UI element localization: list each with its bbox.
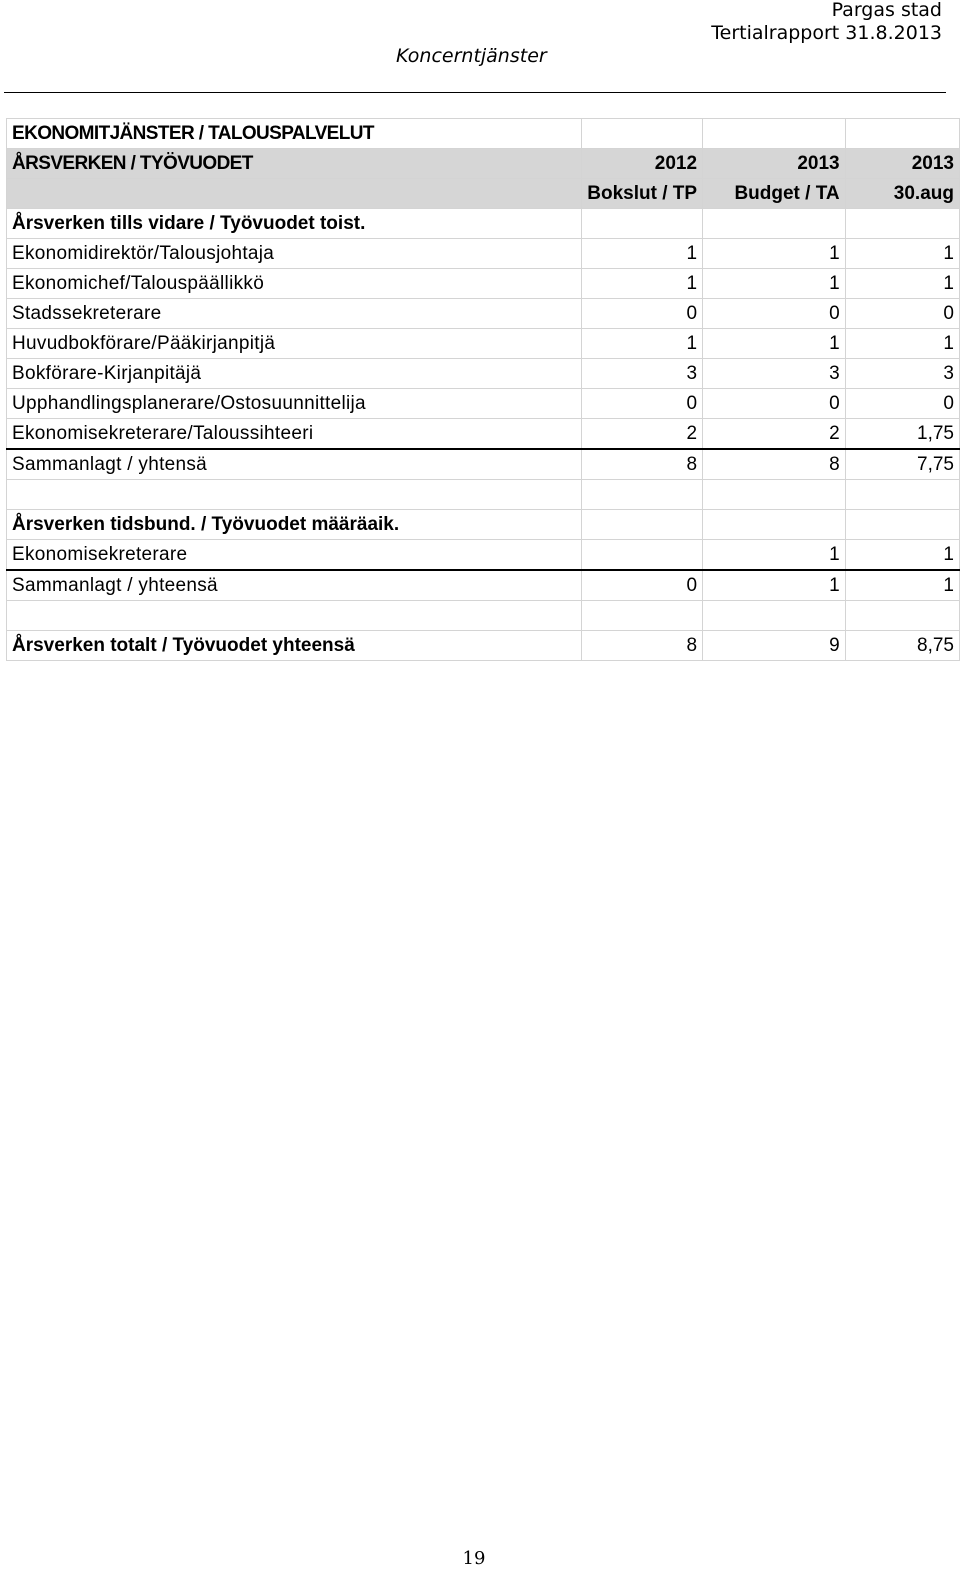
- value-2012: 2: [582, 419, 703, 450]
- section-heading-temporary: Årsverken tidsbund. / Työvuodet määräaik.: [7, 510, 582, 540]
- value-aug: 1: [845, 239, 959, 269]
- table-row: [7, 540, 960, 571]
- col-label-budget: Budget / TA: [703, 179, 846, 209]
- table-subtitle: ÅRSVERKEN / TYÖVUODET: [7, 149, 582, 179]
- permanent-heading-row: [7, 209, 960, 239]
- row-label: Bokförare-Kirjanpitäjä: [7, 359, 582, 389]
- col-label-bokslut: Bokslut / TP: [582, 179, 703, 209]
- value-aug: 1: [845, 540, 959, 571]
- value-2012: 1: [582, 329, 703, 359]
- table-row: [7, 359, 960, 389]
- value-2012: 0: [582, 389, 703, 419]
- value-budget: 0: [703, 389, 846, 419]
- table-title: EKONOMITJÄNSTER / TALOUSPALVELUT: [7, 119, 582, 149]
- value-aug: 0: [845, 389, 959, 419]
- table-row: [7, 269, 960, 299]
- staff-years-table: [6, 118, 960, 661]
- grand-total-row: [7, 631, 960, 661]
- spacer-row: [7, 480, 960, 510]
- value-aug: 1,75: [845, 419, 959, 450]
- row-label: Ekonomidirektör/Talousjohtaja: [7, 239, 582, 269]
- organization-name: Pargas stad: [831, 0, 942, 21]
- table-row: [7, 299, 960, 329]
- column-year-row: [7, 149, 960, 179]
- value-aug: 1: [845, 329, 959, 359]
- report-title: Tertialrapport 31.8.2013: [711, 22, 942, 44]
- spacer-row: [7, 601, 960, 631]
- value-aug: 0: [845, 299, 959, 329]
- grand-total-label: Årsverken totalt / Työvuodet yhteensä: [7, 631, 582, 661]
- section-heading-permanent: Årsverken tills vidare / Työvuodet toist.: [7, 209, 582, 239]
- grand-total-budget: 9: [703, 631, 846, 661]
- subtotal-label: Sammanlagt / yhtensä: [7, 449, 582, 480]
- value-budget: 1: [703, 239, 846, 269]
- row-label: Ekonomisekreterare: [7, 540, 582, 571]
- table-row: [7, 329, 960, 359]
- subtotal-budget: 8: [703, 449, 846, 480]
- table-row: [7, 419, 960, 450]
- col-year-2013-aug: 2013: [845, 149, 959, 179]
- value-2012: 0: [582, 299, 703, 329]
- value-budget: 1: [703, 329, 846, 359]
- column-label-row: [7, 179, 960, 209]
- table-title-row: [7, 119, 960, 149]
- value-budget: 3: [703, 359, 846, 389]
- table-row: [7, 239, 960, 269]
- value-aug: 3: [845, 359, 959, 389]
- grand-total-2012: 8: [582, 631, 703, 661]
- value-aug: 1: [845, 269, 959, 299]
- subtotal-aug: 7,75: [845, 449, 959, 480]
- page-number: 19: [462, 1548, 486, 1569]
- subtotal-aug: 1: [845, 570, 959, 601]
- value-budget: 1: [703, 269, 846, 299]
- section-title: Koncerntjänster: [396, 45, 547, 67]
- grand-total-aug: 8,75: [845, 631, 959, 661]
- value-budget: 1: [703, 540, 846, 571]
- value-2012: 1: [582, 269, 703, 299]
- value-budget: 0: [703, 299, 846, 329]
- col-label-aug: 30.aug: [845, 179, 959, 209]
- col-year-2012: 2012: [582, 149, 703, 179]
- col-year-2013-budget: 2013: [703, 149, 846, 179]
- row-label: Ekonomisekreterare/Taloussihteeri: [7, 419, 582, 450]
- value-budget: 2: [703, 419, 846, 450]
- value-2012: [582, 540, 703, 571]
- subtotal-2012: 0: [582, 570, 703, 601]
- row-label: Ekonomichef/Talouspäällikkö: [7, 269, 582, 299]
- header-rule: [4, 92, 946, 93]
- subtotal-budget: 1: [703, 570, 846, 601]
- temporary-heading-row: [7, 510, 960, 540]
- table-row: [7, 389, 960, 419]
- row-label: Stadssekreterare: [7, 299, 582, 329]
- subtotal-row-temporary: [7, 570, 960, 601]
- value-2012: 3: [582, 359, 703, 389]
- row-label: Upphandlingsplanerare/Ostosuunnittelija: [7, 389, 582, 419]
- subtotal-label: Sammanlagt / yhteensä: [7, 570, 582, 601]
- row-label: Huvudbokförare/Pääkirjanpitjä: [7, 329, 582, 359]
- subtotal-row-permanent: [7, 449, 960, 480]
- subtotal-2012: 8: [582, 449, 703, 480]
- value-2012: 1: [582, 239, 703, 269]
